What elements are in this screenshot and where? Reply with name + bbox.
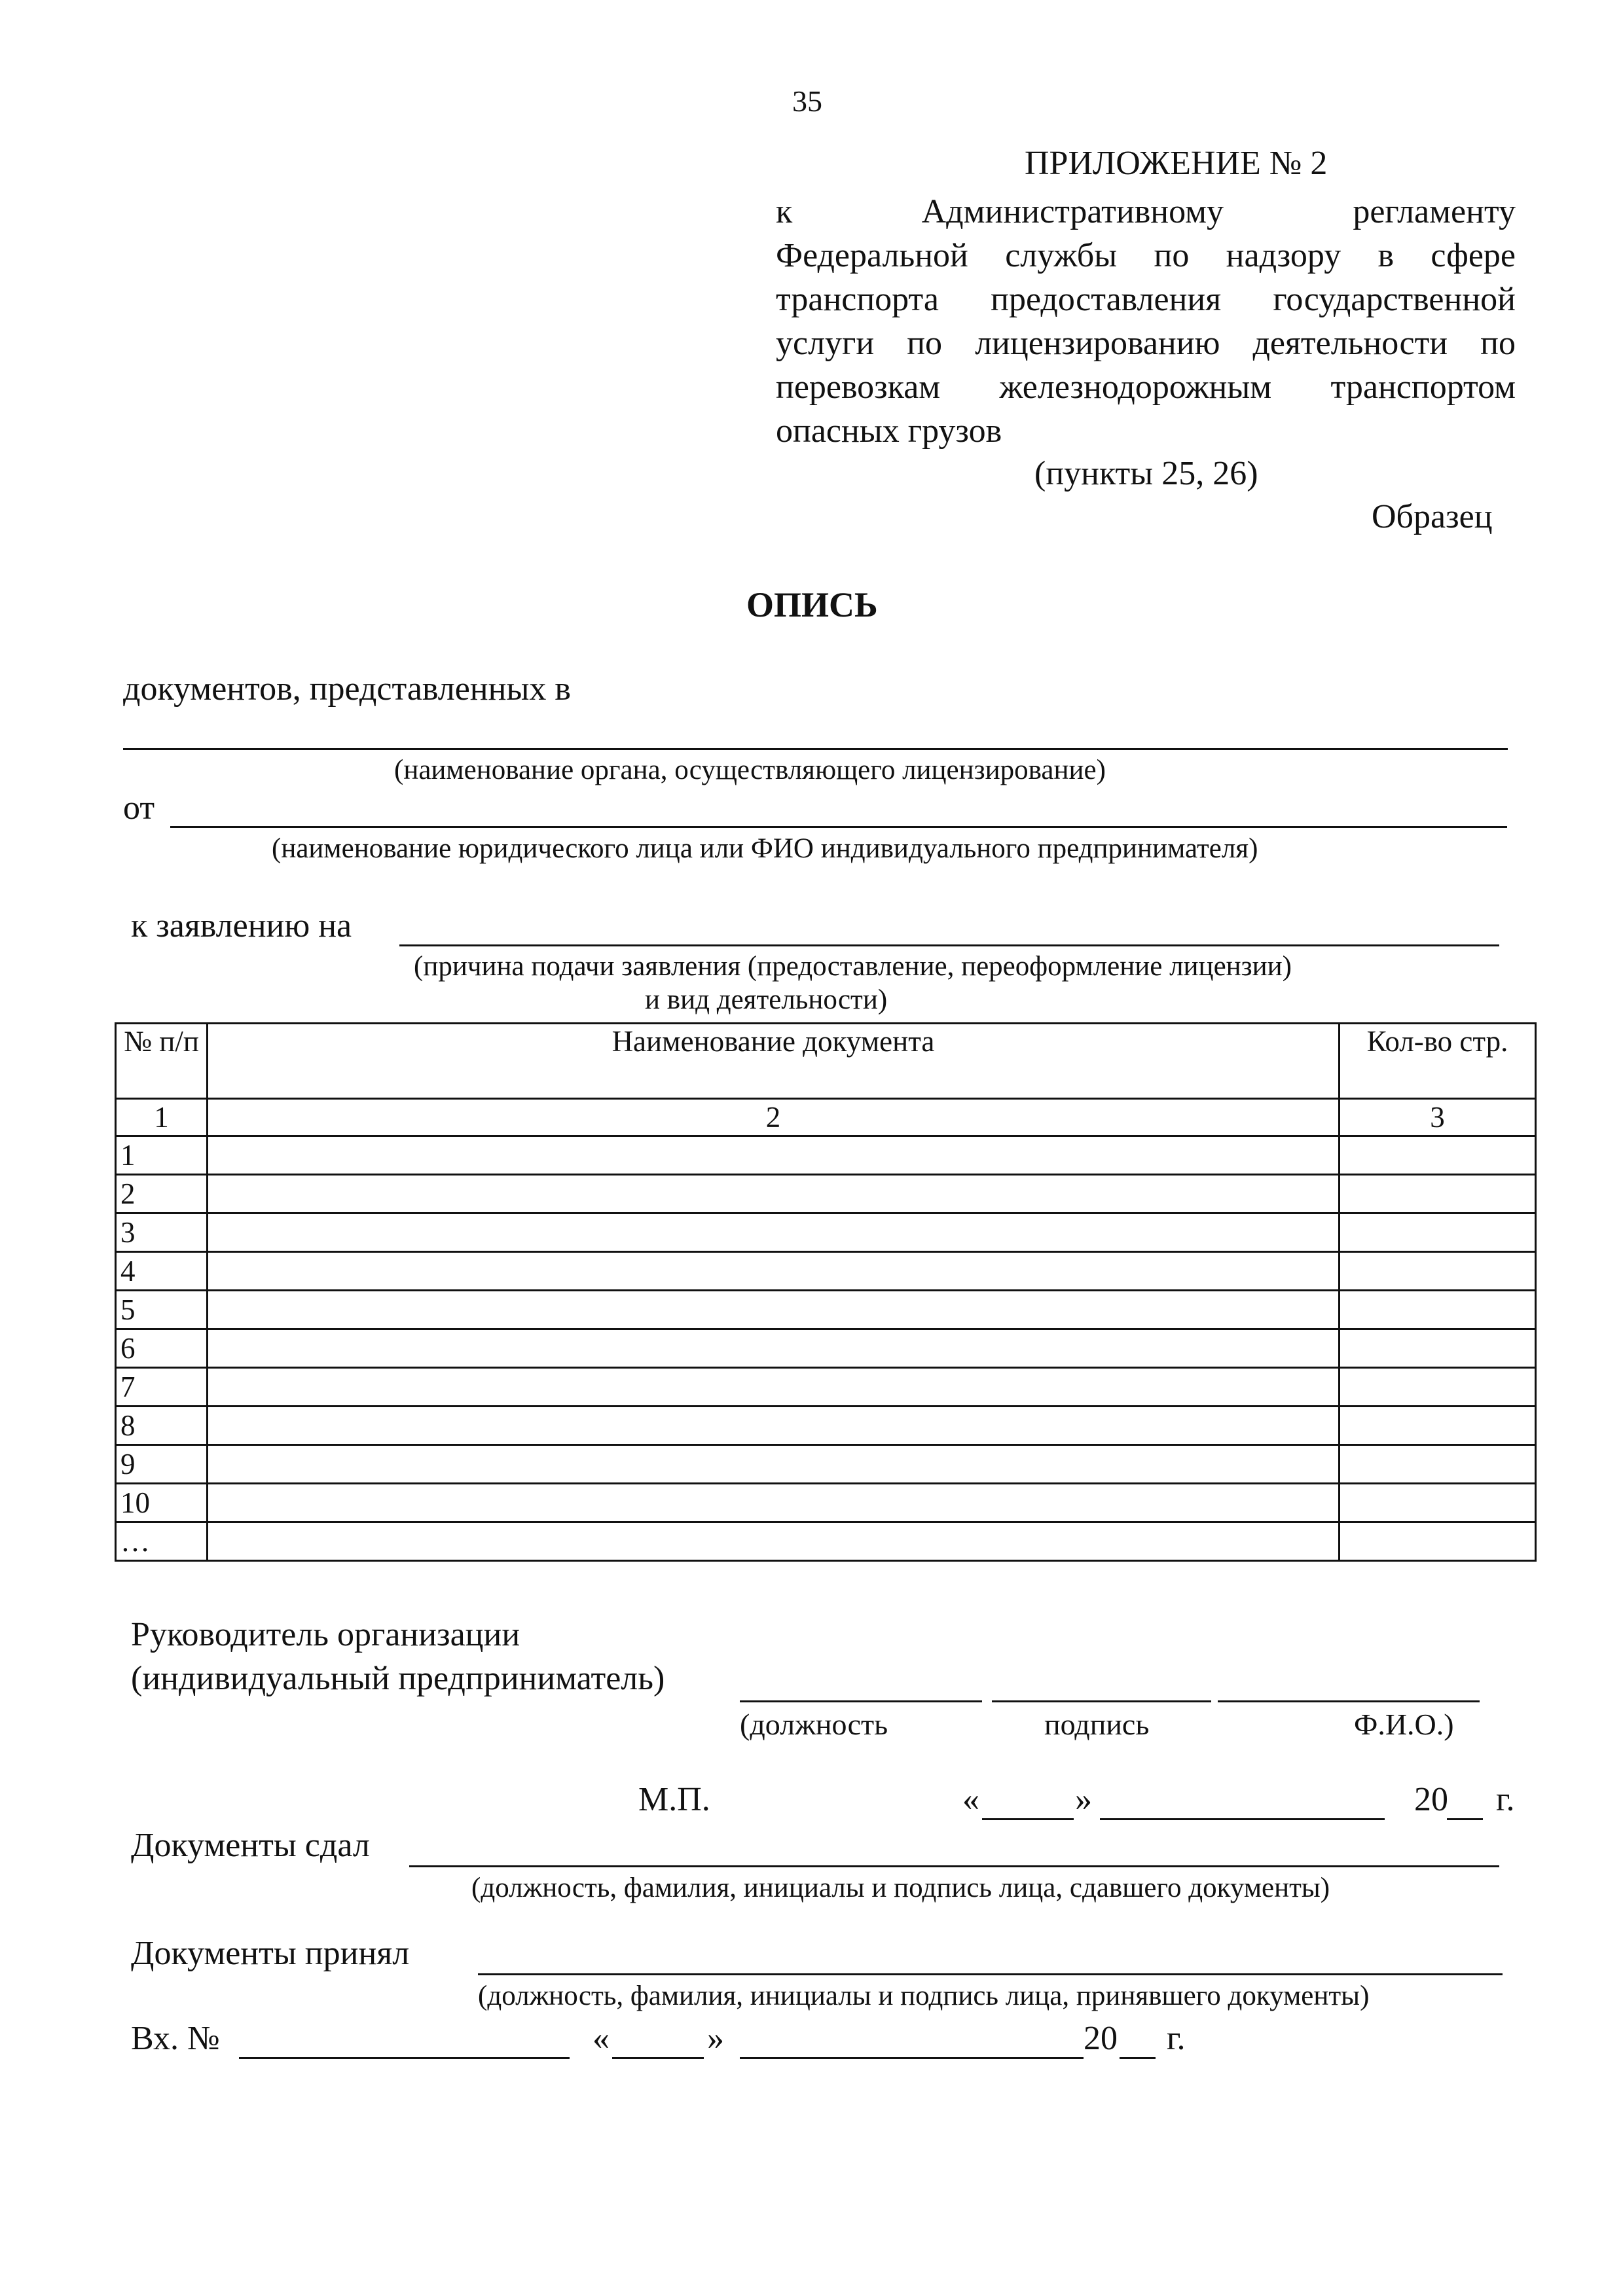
row-number: …: [116, 1522, 208, 1561]
authority-line: [123, 748, 1508, 750]
full-name-line: [1218, 1700, 1480, 1702]
reason-caption-2: и вид деятельности): [645, 984, 888, 1015]
document-name-cell[interactable]: [208, 1175, 1340, 1213]
incoming-year-suffix: г.: [1167, 2020, 1186, 2057]
document-name-cell[interactable]: [208, 1445, 1340, 1484]
appendix-reference: [776, 190, 1516, 453]
page-count-cell[interactable]: [1340, 1368, 1536, 1407]
appendix-line: к Административному регламенту: [776, 193, 1516, 230]
incoming-close-quote: »: [707, 2020, 724, 2057]
page-count-cell[interactable]: [1340, 1252, 1536, 1291]
signature-caption: подпись: [1044, 1708, 1150, 1741]
row-number: 2: [116, 1175, 208, 1213]
applicant-line: [170, 826, 1507, 828]
table-row: [116, 1252, 1536, 1291]
date-close-quote: »: [1075, 1781, 1092, 1818]
document-name-cell[interactable]: [208, 1484, 1340, 1522]
incoming-year-line: [1120, 2057, 1156, 2059]
inventory-table: [115, 1022, 1537, 1562]
table-row: [116, 1445, 1536, 1484]
appendix-title: ПРИЛОЖЕНИЕ № 2: [1025, 145, 1328, 182]
row-number: 7: [116, 1368, 208, 1407]
date-open-quote: «: [962, 1781, 979, 1818]
incoming-number-line: [239, 2057, 570, 2059]
application-label: к заявлению на: [131, 907, 352, 944]
row-number: 3: [116, 1213, 208, 1252]
appendix-line: Федеральной службы по надзору в сфере: [776, 237, 1516, 274]
document-name-cell[interactable]: [208, 1329, 1340, 1368]
position-line: [740, 1700, 982, 1702]
table-row: [116, 1522, 1536, 1561]
table-row: [116, 1329, 1536, 1368]
document-name-cell[interactable]: [208, 1291, 1340, 1329]
application-line: [399, 944, 1499, 946]
document-title: ОПИСЬ: [746, 585, 878, 624]
date-month-line: [1100, 1818, 1385, 1820]
sample-label: Образец: [1372, 498, 1493, 535]
signature-line: [992, 1700, 1211, 1702]
page-count-cell[interactable]: [1340, 1136, 1536, 1175]
appendix-line: услуги по лицензированию деятельности по: [776, 325, 1516, 362]
accepted-line: [478, 1973, 1503, 1975]
page-count-cell[interactable]: [1340, 1522, 1536, 1561]
accepted-label: Документы принял: [131, 1935, 410, 1972]
document-name-cell[interactable]: [208, 1368, 1340, 1407]
position-caption: (должность: [740, 1708, 888, 1741]
header-number: № п/п: [116, 1024, 208, 1099]
row-number: 5: [116, 1291, 208, 1329]
incoming-year-prefix: 20: [1084, 2020, 1118, 2057]
table-row: [116, 1213, 1536, 1252]
table-row: [116, 1291, 1536, 1329]
appendix-points: (пункты 25, 26): [1034, 455, 1258, 492]
header-document-name: Наименование документа: [208, 1024, 1340, 1099]
page-count-cell[interactable]: [1340, 1484, 1536, 1522]
head-label-2: (индивидуальный предприниматель): [131, 1660, 665, 1697]
incoming-open-quote: «: [593, 2020, 610, 2057]
table-header-row: [116, 1024, 1536, 1099]
applicant-caption: (наименование юридического лица или ФИО индивидуального предпринимателя): [272, 833, 1258, 864]
page-count-cell[interactable]: [1340, 1213, 1536, 1252]
row-number: 4: [116, 1252, 208, 1291]
submitted-label: Документы сдал: [131, 1827, 370, 1864]
page-count-cell[interactable]: [1340, 1291, 1536, 1329]
document-name-cell[interactable]: [208, 1522, 1340, 1561]
full-name-caption: Ф.И.О.): [1354, 1708, 1454, 1741]
table-row: [116, 1407, 1536, 1445]
header-page-count: Кол-во стр.: [1340, 1024, 1536, 1099]
date-year-suffix: г.: [1496, 1781, 1515, 1818]
page-count-cell[interactable]: [1340, 1329, 1536, 1368]
table-row: [116, 1368, 1536, 1407]
date-day-line: [982, 1818, 1074, 1820]
table-row: [116, 1484, 1536, 1522]
row-number: 6: [116, 1329, 208, 1368]
table-row: [116, 1175, 1536, 1213]
stamp-label: М.П.: [638, 1781, 710, 1818]
column-number-row: [116, 1099, 1536, 1136]
from-label: от: [123, 789, 155, 827]
page-count-cell[interactable]: [1340, 1175, 1536, 1213]
column-number: 2: [208, 1099, 1340, 1136]
row-number: 9: [116, 1445, 208, 1484]
incoming-label: Вх. №: [131, 2020, 220, 2057]
date-year-prefix: 20: [1414, 1781, 1448, 1818]
submitted-caption: (должность, фамилия, инициалы и подпись лица, сдавшего документы): [471, 1873, 1330, 1903]
column-number: 1: [116, 1099, 208, 1136]
authority-caption: (наименование органа, осуществляющего лицензирование): [394, 755, 1106, 785]
page-count-cell[interactable]: [1340, 1407, 1536, 1445]
appendix-line: опасных грузов: [776, 412, 1002, 450]
row-number: 8: [116, 1407, 208, 1445]
incoming-month-line: [740, 2057, 1084, 2059]
document-name-cell[interactable]: [208, 1136, 1340, 1175]
table-row: [116, 1136, 1536, 1175]
row-number: 1: [116, 1136, 208, 1175]
appendix-line: перевозкам железнодорожным транспортом: [776, 368, 1516, 406]
incoming-day-line: [612, 2057, 704, 2059]
document-name-cell[interactable]: [208, 1407, 1340, 1445]
date-year-line: [1447, 1818, 1483, 1820]
submitted-line: [409, 1865, 1499, 1867]
page-number: 35: [792, 84, 822, 118]
document-name-cell[interactable]: [208, 1213, 1340, 1252]
page-count-cell[interactable]: [1340, 1445, 1536, 1484]
intro-text: документов, представленных в: [123, 670, 571, 708]
accepted-caption: (должность, фамилия, инициалы и подпись лица, принявшего документы): [478, 1981, 1370, 2011]
appendix-line: транспорта предоставления государственной: [776, 281, 1516, 318]
reason-caption-1: (причина подачи заявления (предоставление, переоформление лицензии): [414, 951, 1292, 982]
column-number: 3: [1340, 1099, 1536, 1136]
head-label-1: Руководитель организации: [131, 1616, 520, 1653]
row-number: 10: [116, 1484, 208, 1522]
document-name-cell[interactable]: [208, 1252, 1340, 1291]
